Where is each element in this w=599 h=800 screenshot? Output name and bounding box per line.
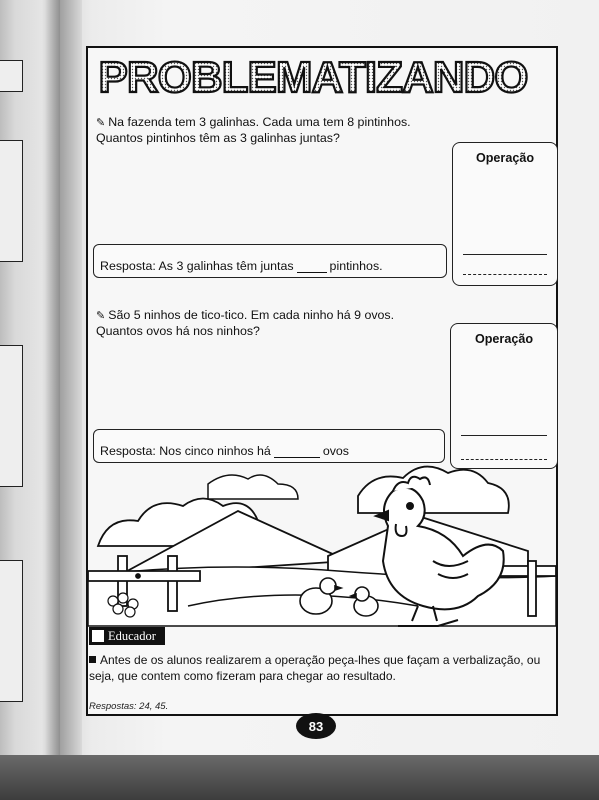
page-number: 83: [296, 713, 336, 739]
problem2-answer-suffix: ovos: [322, 444, 350, 458]
left-page-fragment: [0, 345, 23, 487]
book-spine-shadow: [42, 0, 82, 800]
problem2-answer-prefix: Resposta: Nos cinco ninhos há: [100, 444, 271, 458]
problem2-operation-label: Operação: [474, 332, 534, 346]
problem1-answer-prefix: Resposta: As 3 galinhas têm juntas: [100, 259, 294, 273]
scan-bottom-edge: [0, 755, 599, 800]
educador-square-icon: [92, 630, 104, 642]
problem1-line2: Quantos pintinhos têm as 3 galinhas juntas?: [96, 131, 340, 145]
problem1-line1: ✎ Na fazenda tem 3 galinhas. Cada uma tem 8 pintinhos.: [96, 115, 411, 129]
farm-illustration: [88, 466, 556, 626]
left-page-fragment: [0, 140, 23, 262]
problem2-operation-box[interactable]: [450, 323, 558, 469]
problem2-answer-box: [93, 429, 445, 463]
pencil-icon: ✎: [96, 310, 106, 322]
operation-line: [463, 254, 547, 255]
problem1-operation-label: Operação: [475, 151, 535, 165]
educador-label: Educador: [108, 628, 156, 643]
operation-dashed-line: [463, 274, 547, 275]
bullet-icon: [89, 656, 96, 663]
page-title: PROBLEMATIZANDO: [98, 53, 528, 102]
operation-dashed-line: [461, 459, 547, 460]
pencil-icon: ✎: [96, 117, 106, 129]
problem2-line2: Quantos ovos há nos ninhos?: [96, 324, 260, 338]
answers-footnote: Respostas: 24, 45.: [89, 701, 169, 712]
left-page-fragment: [0, 560, 23, 702]
problem2-answer-blank[interactable]: [274, 445, 320, 458]
educador-badge: [89, 627, 165, 645]
left-page-fragment: [0, 60, 23, 92]
problem1-operation-box[interactable]: [452, 142, 558, 286]
problem1-answer-box: [93, 244, 447, 278]
educador-note: Antes de os alunos realizarem a operação peça-lhes que façam a verbalização, ou seja, que contem como fizeram para chegar ao resultado.: [89, 653, 541, 683]
problem2-line1: ✎ São 5 ninhos de tico-tico. Em cada ninho há 9 ovos.: [96, 308, 395, 322]
problem1-answer-blank[interactable]: [297, 260, 327, 273]
page-title-graphic: [98, 50, 528, 102]
problem1-answer-suffix: pintinhos.: [329, 259, 383, 273]
operation-line: [461, 435, 547, 436]
